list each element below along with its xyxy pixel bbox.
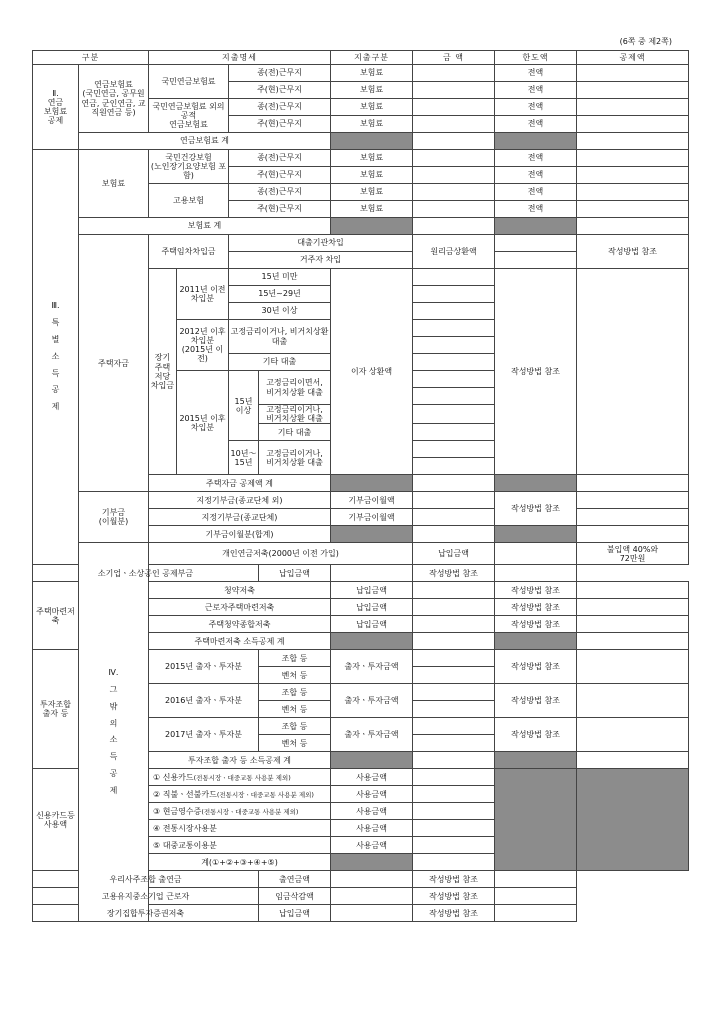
shaded-cell: [331, 475, 413, 492]
amount-cell[interactable]: [413, 650, 495, 667]
card-note: (전통시장ㆍ대중교통 사용분 제외): [216, 790, 314, 799]
premium-label: 보험료: [331, 201, 413, 218]
rent-lender-label: 대출기관차입: [229, 235, 413, 252]
premium-label: 보험료: [331, 116, 413, 133]
usage-label: 사용금액: [331, 769, 413, 786]
header-type: 지출구분: [331, 51, 413, 65]
payment-label: 납입금액: [413, 543, 495, 565]
housing-saving-total-label: 주택마련저축 소득공제 계: [149, 633, 331, 650]
amount-cell[interactable]: [413, 633, 495, 650]
amount-cell[interactable]: [413, 803, 495, 820]
term-15-29: 15년~29년: [229, 286, 331, 303]
see-method-label: 작성방법 참조: [495, 718, 577, 752]
amount-cell[interactable]: [413, 769, 495, 786]
deduction-cell[interactable]: [577, 633, 689, 650]
national-pension-label: 국민연금보험료: [149, 65, 229, 99]
amount-cell[interactable]: [413, 201, 495, 218]
shaded-cell: [495, 133, 577, 150]
limit-full: 전액: [495, 116, 577, 133]
card-transit-label: ⑤ 대중교통이용분: [149, 837, 331, 854]
premium-label: 보험료: [331, 184, 413, 201]
employment-insurance-label: 고용보험: [149, 184, 229, 218]
amount-cell[interactable]: [413, 752, 495, 769]
interest-repay-label: 이자 상환액: [331, 269, 413, 475]
deduction-cell[interactable]: [577, 65, 689, 82]
deduction-form-table: [32, 50, 689, 922]
amount-cell[interactable]: [413, 718, 495, 735]
investment-label: 투자조합 출자 등: [33, 650, 79, 769]
shaded-cell: [495, 526, 577, 543]
pension-row: [33, 65, 689, 82]
payment-label: 납입금액: [331, 616, 413, 633]
amount-cell[interactable]: [413, 303, 495, 320]
amount-cell[interactable]: [413, 667, 495, 684]
limit-full: 전액: [495, 184, 577, 201]
term-15-less: 15년 미만: [229, 269, 331, 286]
section-special: Ⅲ. 특 별 소 득 공 제: [33, 150, 79, 565]
limit-full: 전액: [495, 65, 577, 82]
other-loan-label: 기타 대출: [259, 424, 331, 441]
venture-label: 벤처 등: [259, 667, 331, 684]
amount-cell[interactable]: [413, 582, 495, 599]
subscription-label: 청약저축: [149, 582, 331, 599]
rent-resident-label: 거주자 차입: [229, 252, 413, 269]
union-label: 조합 등: [259, 650, 331, 667]
payment-label: 납입금액: [331, 582, 413, 599]
card-debit-label: ② 직불ㆍ선불카드: [153, 789, 217, 799]
shaded-cell: [331, 133, 413, 150]
shaded-cell: [495, 218, 577, 235]
limit-full: 전액: [495, 201, 577, 218]
see-method-label: 작성방법 참조: [495, 684, 577, 718]
donation-carry-label: 기부금이월액: [331, 509, 413, 526]
amount-cell[interactable]: [413, 82, 495, 99]
deduction-cell[interactable]: [577, 269, 689, 475]
limit-full: 전액: [495, 99, 577, 116]
donation-non-religious-label: 지정기부금(종교단체 외): [149, 492, 331, 509]
usage-label: 사용금액: [331, 820, 413, 837]
housing-fund-label: 주택자금: [79, 235, 149, 492]
amount-cell[interactable]: [413, 371, 495, 388]
deduction-cell[interactable]: [577, 184, 689, 201]
worker-housing-label: 근로자주택마련저축: [149, 599, 331, 616]
shaded-cell: [495, 769, 577, 871]
amount-cell[interactable]: [413, 405, 495, 424]
section-other: Ⅳ. 그 밖 의 소 득 공 제: [79, 543, 149, 922]
amount-cell[interactable]: [413, 475, 495, 492]
amount-cell[interactable]: [413, 167, 495, 184]
amount-cell[interactable]: [413, 492, 495, 509]
other-row: [33, 905, 689, 922]
card-note: (전통시장ㆍ대중교통 사용분 제외): [201, 807, 299, 816]
donation-total-label: 기부금이월분(합계): [149, 526, 331, 543]
amount-cell[interactable]: [413, 337, 495, 354]
premium-label: 보험료: [331, 65, 413, 82]
see-method-label: 작성방법 참조: [495, 492, 577, 526]
deduction-cell[interactable]: [495, 905, 577, 922]
union-label: 조합 등: [259, 718, 331, 735]
investment-2017-label: 2017년 출자ㆍ투자분: [149, 718, 259, 752]
amount-cell[interactable]: [413, 854, 495, 871]
deduction-cell[interactable]: [577, 509, 689, 526]
esop-label: 우리사주조합 출연금: [33, 871, 259, 888]
deduction-cell[interactable]: [577, 133, 689, 150]
see-method-label: 작성방법 참조: [495, 616, 577, 633]
shaded-cell: [495, 633, 577, 650]
amount-cell[interactable]: [331, 871, 413, 888]
term-15-above: 15년 이상: [229, 371, 259, 441]
deduction-cell[interactable]: [577, 475, 689, 492]
header-deduction: 공제액: [577, 51, 689, 65]
see-method-label: 작성방법 참조: [413, 871, 495, 888]
deduction-cell[interactable]: [577, 116, 689, 133]
shaded-cell: [495, 475, 577, 492]
before-2011-label: 2011년 이전 차입분: [177, 269, 229, 320]
housing-row: [33, 235, 689, 252]
work-current-label: 주(현)근무지: [229, 167, 331, 184]
amount-cell[interactable]: [495, 235, 577, 252]
other-pension-label: 국민연금보험료 외의 공적 연금보험료: [149, 99, 229, 133]
amount-cell[interactable]: [413, 441, 495, 458]
shaded-cell: [331, 633, 413, 650]
amount-cell[interactable]: [413, 786, 495, 803]
union-label: 조합 등: [259, 684, 331, 701]
insurance-row: [33, 150, 689, 167]
amount-cell[interactable]: [413, 820, 495, 837]
work-main-label: 종(전)근무지: [229, 150, 331, 167]
page-number: (6쪽 중 제2쪽): [619, 37, 672, 46]
amount-cell[interactable]: [413, 599, 495, 616]
amount-cell[interactable]: [413, 458, 495, 475]
investment-2016-label: 2016년 출자ㆍ투자분: [149, 684, 259, 718]
limit-full: 전액: [495, 167, 577, 184]
premium-label: 보험료: [331, 82, 413, 99]
see-method-label: 작성방법 참조: [577, 235, 689, 269]
work-current-label: 주(현)근무지: [229, 116, 331, 133]
amount-cell[interactable]: [413, 116, 495, 133]
deduction-cell[interactable]: [577, 82, 689, 99]
shaded-cell: [331, 218, 413, 235]
other-row: [33, 565, 689, 582]
deduction-cell[interactable]: [577, 526, 689, 543]
pension-group-label: 연금보험료 (국민연금, 공무원연금, 군인연금, 교직원연금 등): [79, 65, 149, 133]
rent-loan-label: 주택임차차입금: [149, 235, 229, 269]
health-insurance-label: 국민건강보험 (노인장기요양보험 포함): [149, 150, 229, 184]
deduction-cell[interactable]: [577, 650, 689, 684]
deduction-cell[interactable]: [577, 616, 689, 633]
donation-religious-label: 지정기부금(종교단체): [149, 509, 331, 526]
investment-2015-label: 2015년 출자ㆍ투자분: [149, 650, 259, 684]
header-detail: 지출명세: [149, 51, 331, 65]
see-method-label: 작성방법 참조: [495, 599, 577, 616]
after-2012-label: 2012년 이후 차입분 (2015년 이전): [177, 320, 229, 371]
amount-cell[interactable]: [413, 526, 495, 543]
payment-label: 납입금액: [259, 565, 331, 582]
header-category: 구분: [33, 51, 149, 65]
work-current-label: 주(현)근무지: [229, 201, 331, 218]
deduction-cell[interactable]: [577, 492, 689, 509]
work-current-label: 주(현)근무지: [229, 82, 331, 99]
shaded-cell: [331, 752, 413, 769]
premium-label: 보험료: [331, 99, 413, 116]
deduction-cell[interactable]: [577, 599, 689, 616]
investment-amount-label: 출자ㆍ투자금액: [331, 718, 413, 752]
usage-label: 사용금액: [331, 837, 413, 854]
deduction-cell[interactable]: [577, 684, 689, 718]
shaded-cell: [495, 752, 577, 769]
amount-cell[interactable]: [413, 65, 495, 82]
other-row: [33, 871, 689, 888]
card-credit-label: ① 신용카드: [153, 772, 194, 782]
see-method-label: 작성방법 참조: [413, 888, 495, 905]
premium-label: 보험료: [331, 167, 413, 184]
deduction-cell[interactable]: [577, 167, 689, 184]
work-main-label: 종(전)근무지: [229, 184, 331, 201]
usage-label: 사용금액: [331, 803, 413, 820]
long-term-mortgage-label: 장기 주택 저당 차입금: [149, 269, 177, 475]
amount-cell[interactable]: [331, 888, 413, 905]
sme-employee-label: 고용유지중소기업 근로자: [33, 888, 259, 905]
amount-cell[interactable]: [413, 684, 495, 701]
personal-pension-label: 개인연금저축(2000년 이전 가입): [149, 543, 413, 565]
amount-cell[interactable]: [331, 565, 413, 582]
housing-subscription-total-label: 주택청약종합저축: [149, 616, 331, 633]
term-10-15: 10년～ 15년: [229, 441, 259, 475]
insurance-total-row: [33, 218, 689, 235]
deduction-cell[interactable]: [577, 201, 689, 218]
card-cash-label: ③ 현금영수증: [153, 806, 202, 816]
header-limit: 한도액: [495, 51, 577, 65]
shaded-cell: [577, 769, 689, 871]
amount-cell[interactable]: [413, 509, 495, 526]
investment-amount-label: 출자ㆍ투자금액: [331, 684, 413, 718]
wage-cut-label: 임금삭감액: [259, 888, 331, 905]
card-market-label: ④ 전통시장사용분: [149, 820, 331, 837]
payment-label: 납입금액: [331, 599, 413, 616]
premium-label: 보험료: [331, 150, 413, 167]
amount-cell[interactable]: [413, 218, 495, 235]
deduction-cell[interactable]: [577, 582, 689, 599]
amount-cell[interactable]: [413, 99, 495, 116]
see-method-label: 작성방법 참조: [413, 905, 495, 922]
other-row: [33, 888, 689, 905]
amount-cell[interactable]: [413, 354, 495, 371]
housing-saving-label: 주택마련저축: [33, 582, 79, 650]
see-method-label: 작성방법 참조: [495, 650, 577, 684]
shaded-cell: [331, 526, 413, 543]
pension-total-label: 연금보험료 계: [79, 133, 331, 150]
amount-cell[interactable]: [495, 252, 577, 269]
see-method-label: 작성방법 참조: [495, 582, 577, 599]
after-2015-label: 2015년 이후 차입분: [177, 371, 229, 475]
header-amount: 금 액: [413, 51, 495, 65]
amount-cell[interactable]: [413, 837, 495, 854]
donation-carry-label: 기부금이월액: [331, 492, 413, 509]
fixed-or-nondeferred-label: 고정금리이거나, 비거치상환 대출: [259, 441, 331, 475]
amount-cell[interactable]: [413, 133, 495, 150]
principal-interest-label: 원리금상환액: [413, 235, 495, 269]
insurance-group-label: 보험료: [79, 150, 149, 218]
investment-amount-label: 출자ㆍ투자금액: [331, 650, 413, 684]
amount-cell[interactable]: [495, 543, 577, 565]
donation-row: [33, 492, 689, 509]
deduction-cell[interactable]: [577, 99, 689, 116]
contribution-label: 출연금액: [259, 871, 331, 888]
deduction-cell[interactable]: [495, 888, 577, 905]
amount-cell[interactable]: [413, 735, 495, 752]
see-method-label: 작성방법 참조: [495, 269, 577, 475]
fixed-and-nondeferred-label: 고정금리이면서, 비거치상환 대출: [259, 371, 331, 405]
insurance-total-label: 보험료 계: [79, 218, 331, 235]
header-row: [33, 51, 689, 65]
limit-full: 전액: [495, 150, 577, 167]
card-note: (전통시장ㆍ대중교통 사용분 제외): [193, 773, 291, 782]
investment-total-label: 투자조합 출자 등 소득공제 계: [149, 752, 331, 769]
amount-cell[interactable]: [413, 286, 495, 303]
card-group-label: 신용카드등 사용액: [33, 769, 79, 871]
amount-cell[interactable]: [413, 320, 495, 337]
amount-cell[interactable]: [413, 424, 495, 441]
see-method-label: 작성방법 참조: [413, 565, 495, 582]
deduction-cell[interactable]: [577, 718, 689, 752]
work-main-label: 종(전)근무지: [229, 99, 331, 116]
usage-label: 사용금액: [331, 786, 413, 803]
work-main-label: 종(전)근무지: [229, 65, 331, 82]
venture-label: 벤처 등: [259, 735, 331, 752]
deduction-cell[interactable]: [577, 752, 689, 769]
amount-cell[interactable]: [331, 905, 413, 922]
payment-label: 납입금액: [259, 905, 331, 922]
amount-cell[interactable]: [413, 701, 495, 718]
card-sum-label: 계(①+②+③+④+⑤): [149, 854, 331, 871]
section-pension: Ⅱ. 연금 보험료 공제: [33, 65, 79, 150]
pension-limit-label: 불입액 40%와 72만원: [577, 543, 689, 565]
housing-total-label: 주택자금 공제액 계: [149, 475, 331, 492]
deduction-cell[interactable]: [577, 150, 689, 167]
other-row: [33, 543, 689, 565]
fixed-or-nondeferred-label: 고정금리이거나, 비거치상환 대출: [229, 320, 331, 354]
shaded-cell: [331, 854, 413, 871]
amount-cell[interactable]: [413, 184, 495, 201]
amount-cell[interactable]: [413, 388, 495, 405]
deduction-cell[interactable]: [495, 565, 577, 582]
long-term-fund-label: 장기집합투자증권저축: [33, 905, 259, 922]
fixed-or-nondeferred-label: 고정금리이거나, 비거치상환 대출: [259, 405, 331, 424]
deduction-cell[interactable]: [495, 871, 577, 888]
venture-label: 벤처 등: [259, 701, 331, 718]
term-30-more: 30년 이상: [229, 303, 331, 320]
pension-total-row: [33, 133, 689, 150]
deduction-cell[interactable]: [577, 218, 689, 235]
amount-cell[interactable]: [413, 616, 495, 633]
other-loan-label: 기타 대출: [229, 354, 331, 371]
amount-cell[interactable]: [413, 150, 495, 167]
amount-cell[interactable]: [413, 269, 495, 286]
limit-full: 전액: [495, 82, 577, 99]
donation-group-label: 기부금 (이월분): [79, 492, 149, 543]
small-business-label: 소기업ㆍ소상공인 공제부금: [33, 565, 259, 582]
